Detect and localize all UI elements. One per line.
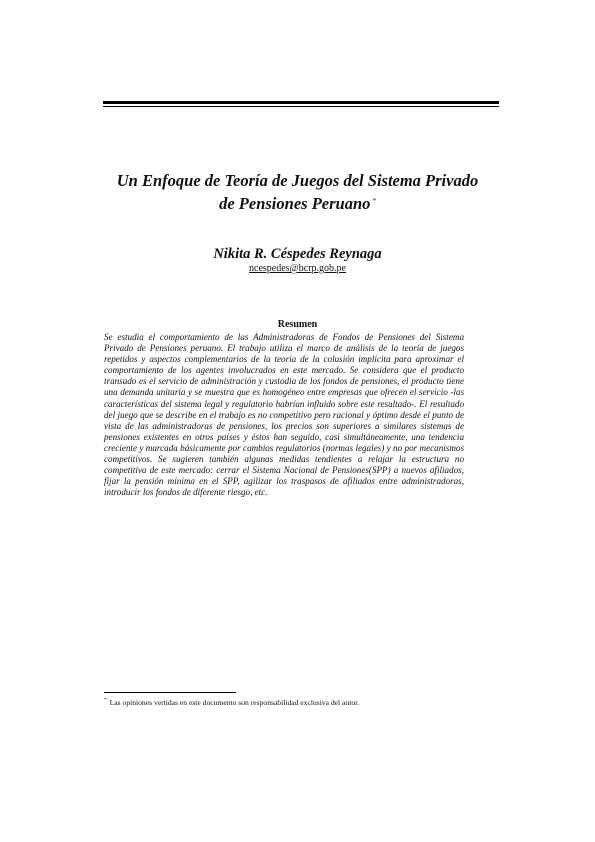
abstract-heading: Resumen bbox=[277, 319, 318, 330]
header-rule-thin bbox=[103, 106, 499, 107]
title-line-1: Un Enfoque de Teoría de Juegos del Sistema Privado bbox=[116, 171, 479, 190]
footnote-mark: * bbox=[104, 697, 107, 703]
footnote-text: Las opiniones vertidas en este documento son responsabilidad exclusiva del autor. bbox=[109, 698, 360, 707]
footnote bbox=[104, 695, 359, 708]
author-email-line bbox=[70, 263, 525, 275]
footnote-rule bbox=[104, 692, 236, 693]
author-email-link[interactable]: ncespedes@bcrp.gob.pe bbox=[249, 263, 346, 274]
author-name: Nikita R. Céspedes Reynaga bbox=[213, 246, 382, 262]
paper-title bbox=[70, 170, 525, 214]
title-line-2: de Pensiones Peruano bbox=[219, 194, 371, 213]
title-footnote-mark: * bbox=[372, 197, 376, 205]
header-rule-thick bbox=[103, 101, 499, 104]
abstract-text: Se estudia el comportamiento de las Administradoras de Fondos de Pensiones del Sistema Privado de Pensiones peruano. El trabajo utiliza el marco de análisis de la teoría de juegos repetidos y aspectos complementarios de la teoría de la colusión implícita para aproximar el comportamiento de los agentes involucrados en este mercado. Se considera que el producto transado es el servicio de administración y custodia de los fondos de pensiones, el producto tiene una demanda unitaria y se muestra que es homogéneo entre empresas que ofrecen el servicio -las características del sistema legal y regulatorio habrían influido sobre este resultado-. El resultado del juego que se describe en el trabajo es no competitivo pero racional y óptimo desde el punto de vista de las administradoras de pensiones, los precios son superiores a similares sistemas de pensiones existentes en otros países y éstos han seguido, casi simultáneamente, una tendencia creciente y marcada básicamente por cambios regulatorios (normas legales) y no por mecanismos competitivos. Se sugieren también algunas medidas tendientes a relajar la estructura no competitiva de este mercado: cerrar el Sistema Nacional de Pensiones(SPP) a nuevos afiliados, fijar la pensión mínima en el SPP, agilizar los traspasos de afiliados entre administradoras, introducir los fondos de diferente riesgo, etc. bbox=[104, 332, 464, 498]
